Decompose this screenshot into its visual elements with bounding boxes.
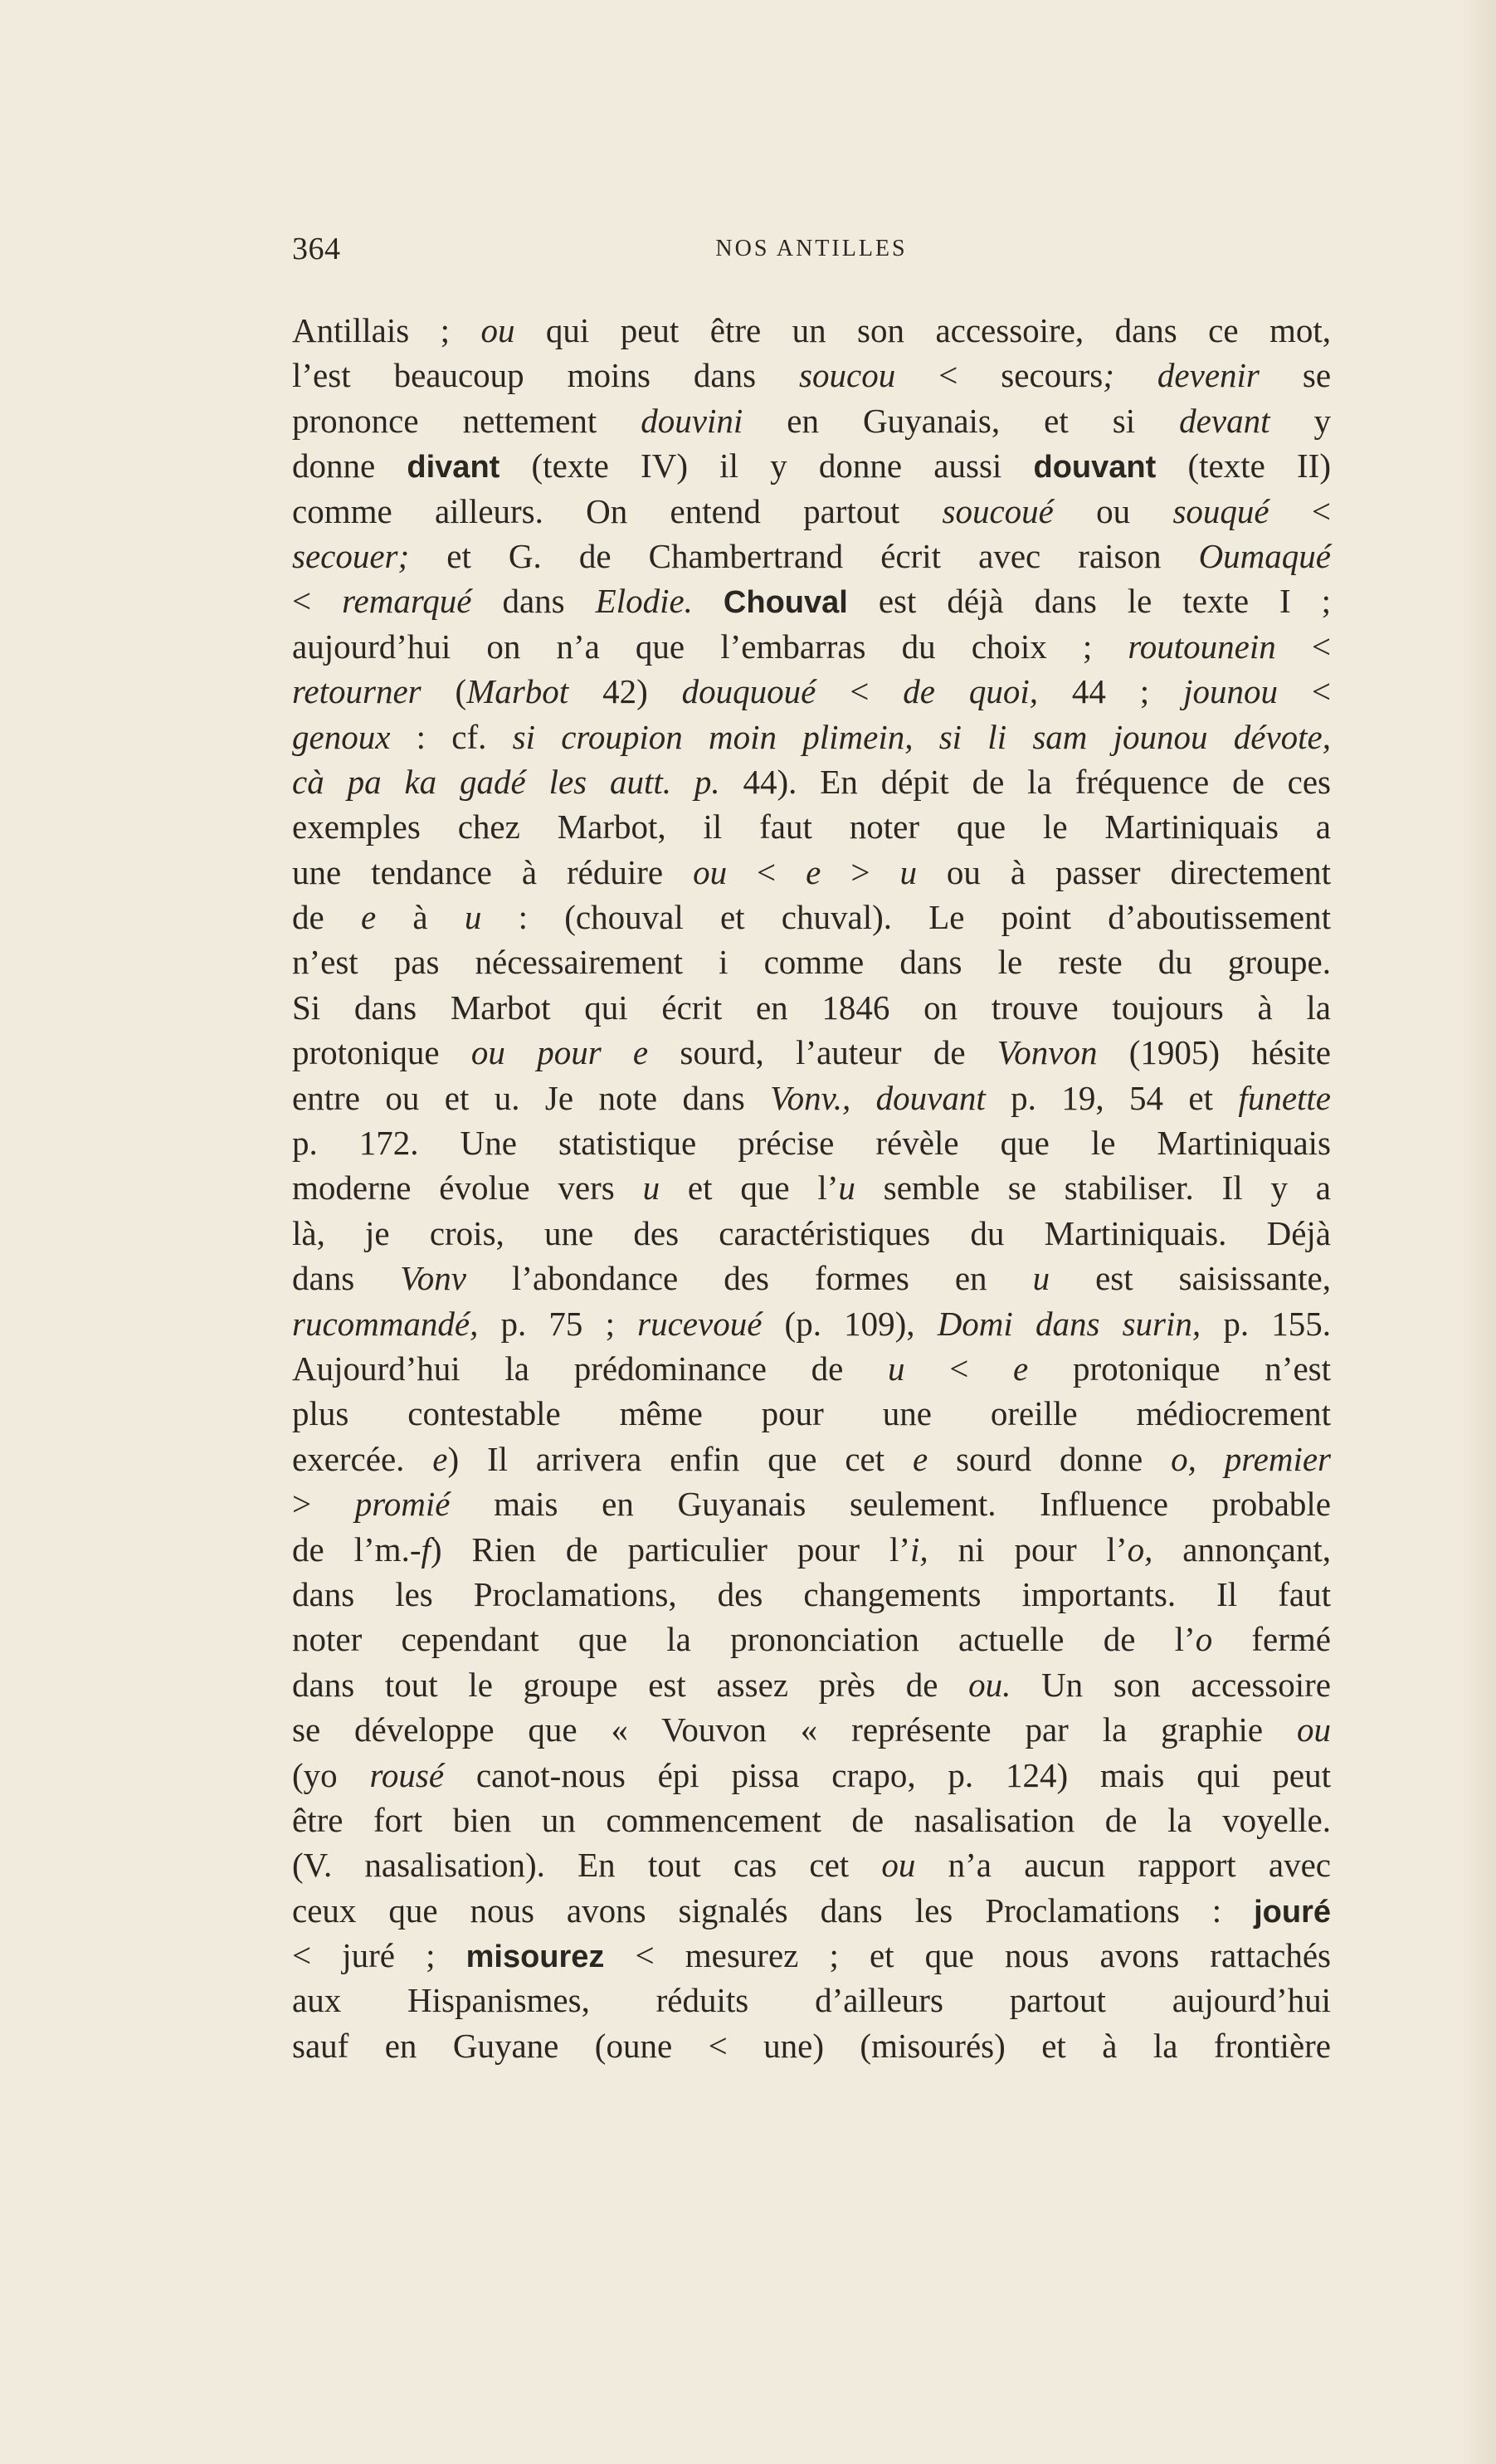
text-line xyxy=(292,443,1331,488)
text-line xyxy=(292,985,1331,1030)
text-segment: p. 19, 54 et xyxy=(985,1078,1239,1117)
text-segment xyxy=(693,582,724,620)
text-segment: divant xyxy=(407,450,500,485)
text-segment: ceux que nous avons signalés dans les Proclamations : xyxy=(292,1891,1255,1930)
text-segment: rucevoué xyxy=(637,1304,763,1343)
text-segment: exercée. xyxy=(292,1439,433,1478)
text-segment: Elodie. xyxy=(595,582,693,621)
text-segment: Vonv xyxy=(400,1259,466,1298)
text-segment: aujourd’hui on n’a que l’embarras du choix ; xyxy=(292,627,1128,666)
text-segment: u xyxy=(888,1349,905,1388)
text-segment: u xyxy=(899,852,917,891)
text-segment: n’a aucun rapport avec xyxy=(915,1846,1331,1885)
text-line xyxy=(292,1391,1331,1436)
text-segment: Chouval xyxy=(723,585,848,621)
text-segment: canot-nous épi pissa crapo, p. 124) mais qui peut xyxy=(444,1755,1331,1794)
text-segment: Marbot xyxy=(466,672,569,711)
text-line xyxy=(292,1211,1331,1256)
text-segment: u xyxy=(838,1169,855,1208)
text-segment: en Guyanais, et si xyxy=(743,401,1180,440)
text-segment: ; devenir xyxy=(1103,356,1260,395)
text-line xyxy=(292,1978,1331,2022)
text-line xyxy=(292,1572,1331,1617)
text-segment: Oumaqué xyxy=(1198,536,1331,575)
text-segment: Domi dans surin, xyxy=(937,1304,1201,1343)
text-segment: ou à passer directement xyxy=(916,852,1332,891)
text-segment: devant xyxy=(1179,401,1270,440)
text-segment: < xyxy=(1269,491,1332,530)
text-segment: e xyxy=(806,852,821,891)
text-segment: < juré ; xyxy=(292,1936,466,1975)
text-line xyxy=(292,578,1331,623)
text-segment: moderne évolue vers xyxy=(292,1169,643,1208)
text-segment: : (chouval et chuval). Le point d’aboutissement xyxy=(481,898,1332,937)
text-line xyxy=(292,1481,1331,1526)
text-line xyxy=(292,1076,1331,1120)
text-line xyxy=(292,1842,1331,1887)
text-segment: (texte II) xyxy=(1156,446,1331,485)
text-line xyxy=(292,1165,1331,1210)
text-segment: de l’m.- xyxy=(292,1530,422,1569)
text-line xyxy=(292,804,1331,849)
text-segment: ni pour l’ xyxy=(928,1530,1128,1569)
text-segment: < xyxy=(904,1349,1014,1388)
text-segment: donne xyxy=(292,446,407,485)
text-segment: prononce nettement xyxy=(292,401,641,440)
text-line xyxy=(292,939,1331,984)
text-segment: semble se stabiliser. Il y a xyxy=(855,1169,1331,1208)
text-line xyxy=(292,1256,1331,1300)
text-segment: ou pour e xyxy=(470,1033,649,1072)
text-line xyxy=(292,1617,1331,1661)
text-segment: u xyxy=(464,898,482,937)
text-segment: sauf en Guyane (oune < une) (misourés) et à la frontière xyxy=(292,2026,1331,2065)
text-segment: qui peut être un son accessoire, dans ce mot, xyxy=(514,311,1332,349)
text-segment: douvini xyxy=(641,401,743,440)
text-segment: de quoi, xyxy=(903,672,1039,711)
text-segment: < xyxy=(1278,672,1332,711)
text-segment: u xyxy=(642,1169,660,1208)
text-segment: soucou xyxy=(799,356,896,395)
running-head: NOS ANTILLES xyxy=(715,236,908,261)
text-segment: annonçant, xyxy=(1152,1530,1332,1569)
text-line xyxy=(292,1301,1331,1346)
text-line xyxy=(292,1527,1331,1572)
text-segment: > xyxy=(292,1485,355,1524)
text-segment: < xyxy=(816,672,904,711)
text-segment: i, xyxy=(910,1530,928,1569)
text-line xyxy=(292,398,1331,443)
text-segment: douquoué xyxy=(681,672,816,711)
text-segment: ( xyxy=(421,672,467,711)
text-segment: f xyxy=(421,1530,431,1569)
text-segment: n’est pas nécessairement i comme dans le reste du groupe. xyxy=(292,943,1331,982)
text-line xyxy=(292,1662,1331,1707)
text-segment: dans les Proclamations, des changements importants. Il faut xyxy=(292,1574,1331,1613)
text-segment: (1905) hésite xyxy=(1097,1033,1331,1072)
text-line xyxy=(292,1933,1331,1978)
text-line xyxy=(292,1888,1331,1933)
text-segment: ) Il arrivera enfin que cet xyxy=(447,1439,913,1478)
text-line xyxy=(292,895,1331,939)
text-segment: Si dans Marbot qui écrit en 1846 on trouve toujours à la xyxy=(292,988,1331,1027)
text-segment: (V. nasalisation). En tout cas cet xyxy=(292,1846,882,1885)
text-segment: Vonv., douvant xyxy=(770,1078,986,1117)
text-segment: ou xyxy=(881,1846,916,1885)
text-segment: promié xyxy=(354,1485,451,1524)
text-segment: funette xyxy=(1238,1078,1331,1117)
text-segment: 44 ; xyxy=(1038,672,1184,711)
text-segment: dans xyxy=(292,1259,401,1298)
text-segment: mais en Guyanais seulement. Influence probable xyxy=(450,1485,1332,1524)
text-segment: entre ou et u. Je note dans xyxy=(292,1078,771,1117)
text-line xyxy=(292,1707,1331,1752)
text-segment: misourez xyxy=(465,1939,605,1975)
text-segment: l’est beaucoup moins dans xyxy=(292,356,800,395)
text-segment: et G. de Chambertrand écrit avec raison xyxy=(409,536,1199,575)
text-segment: douvant xyxy=(1033,450,1157,485)
text-line xyxy=(292,353,1331,398)
text-segment: u xyxy=(1032,1259,1050,1298)
text-line xyxy=(292,1346,1331,1391)
text-line xyxy=(292,624,1331,669)
text-segment: si croupion moin plimein, si li sam jounou dévote, xyxy=(512,717,1332,756)
text-segment: ou xyxy=(480,311,515,349)
text-segment: cà pa ka gadé les autt. p. xyxy=(292,762,720,801)
text-segment: e xyxy=(360,898,377,937)
text-segment: de xyxy=(292,898,361,937)
text-segment: ou xyxy=(693,852,728,891)
text-segment: < secours xyxy=(895,356,1104,395)
text-segment: fermé xyxy=(1212,1620,1332,1659)
text-line xyxy=(292,2023,1331,2068)
text-segment: ou. xyxy=(968,1665,1011,1704)
text-segment: rousé xyxy=(369,1755,445,1794)
text-segment: rucommandé, xyxy=(292,1304,479,1343)
text-segment: noter cependant que la prononciation actuelle de l’ xyxy=(292,1620,1196,1659)
text-segment: ou xyxy=(1297,1710,1331,1749)
text-line xyxy=(292,1753,1331,1798)
text-segment: o, xyxy=(1127,1530,1153,1569)
text-segment: sourd donne xyxy=(928,1439,1172,1478)
text-segment: se développe que « Vouvon « représente par la graphie xyxy=(292,1710,1297,1749)
text-line xyxy=(292,1437,1331,1481)
text-line xyxy=(292,715,1331,759)
text-line xyxy=(292,850,1331,895)
text-segment: ) Rien de particulier pour l’ xyxy=(430,1530,911,1569)
text-segment: plus contestable même pour une oreille médiocrement xyxy=(292,1394,1331,1433)
text-segment: est déjà dans le texte I ; xyxy=(847,582,1332,621)
text-segment: et que l’ xyxy=(660,1169,839,1208)
text-segment: Vonvon xyxy=(997,1033,1098,1072)
text-segment: dans xyxy=(471,582,596,621)
text-segment: à xyxy=(376,898,465,937)
text-segment: Un son accessoire xyxy=(1011,1665,1331,1704)
text-segment: jouré xyxy=(1254,1894,1331,1930)
text-segment: < xyxy=(1275,627,1331,666)
text-segment: < mesurez ; et que nous avons rattachés xyxy=(604,1936,1331,1975)
text-segment: secouer; xyxy=(292,536,410,575)
text-segment: (texte IV) il y donne aussi xyxy=(499,446,1034,485)
text-segment: ou xyxy=(1053,491,1173,530)
text-line xyxy=(292,308,1331,353)
text-segment: Antillais ; xyxy=(292,311,481,349)
text-segment: : cf. xyxy=(390,717,513,756)
text-segment: se xyxy=(1259,356,1332,395)
text-segment: protonique n’est xyxy=(1028,1349,1331,1388)
text-segment: Aujourd’hui la prédominance de xyxy=(292,1349,889,1388)
text-segment: aux Hispanismes, réduits d’ailleurs partout aujourd’hui xyxy=(292,1981,1331,2020)
text-segment: e xyxy=(432,1439,448,1478)
text-line xyxy=(292,534,1331,578)
text-segment: e xyxy=(913,1439,928,1478)
text-segment: e xyxy=(1013,1349,1029,1388)
text-segment: une tendance à réduire xyxy=(292,852,694,891)
text-segment: routounein xyxy=(1128,627,1276,666)
text-segment: 42) xyxy=(568,672,682,711)
text-segment: l’abondance des formes en xyxy=(465,1259,1033,1298)
page-header xyxy=(292,231,1331,281)
text-segment: dans tout le groupe est assez près de xyxy=(292,1665,969,1704)
text-segment: souqué xyxy=(1172,491,1269,530)
text-segment: < xyxy=(727,852,806,891)
text-segment: genoux xyxy=(292,717,391,756)
text-line xyxy=(292,489,1331,534)
text-segment: sourd, l’auteur de xyxy=(648,1033,997,1072)
text-segment: est saisissante, xyxy=(1050,1259,1331,1298)
text-segment: > xyxy=(821,852,900,891)
text-line xyxy=(292,1798,1331,1842)
text-segment: y xyxy=(1269,401,1332,440)
text-line xyxy=(292,1030,1331,1075)
text-segment: jounou xyxy=(1183,672,1278,711)
text-segment: être fort bien un commencement de nasalisation de la voyelle. xyxy=(292,1800,1331,1839)
text-segment: soucoué xyxy=(942,491,1054,530)
text-segment: p. 75 ; xyxy=(478,1304,638,1343)
text-segment: (yo xyxy=(292,1755,370,1794)
text-segment: 44). En dépit de la fréquence de ces xyxy=(719,762,1331,801)
text-segment: là, je crois, une des caractéristiques du Martiniquais. Déjà xyxy=(292,1213,1331,1252)
text-line xyxy=(292,759,1331,804)
text-line xyxy=(292,669,1331,714)
text-segment: p. 172. Une statistique précise révèle que le Martiniquais xyxy=(292,1124,1331,1163)
text-segment: (p. 109), xyxy=(762,1304,938,1343)
text-segment: protonique xyxy=(292,1033,471,1072)
body-text xyxy=(292,308,1331,2068)
text-segment: retourner xyxy=(292,672,422,711)
text-segment: remarqué xyxy=(342,582,472,621)
text-segment: p. 155. xyxy=(1201,1304,1331,1343)
text-segment: o xyxy=(1195,1620,1213,1659)
text-segment: exemples chez Marbot, il faut noter que le Martiniquais a xyxy=(292,808,1331,847)
text-segment: comme ailleurs. On entend partout xyxy=(292,491,943,530)
text-segment: < xyxy=(292,582,343,621)
text-line xyxy=(292,1120,1331,1165)
text-segment: o, premier xyxy=(1171,1439,1331,1478)
page-number: 364 xyxy=(292,232,341,266)
